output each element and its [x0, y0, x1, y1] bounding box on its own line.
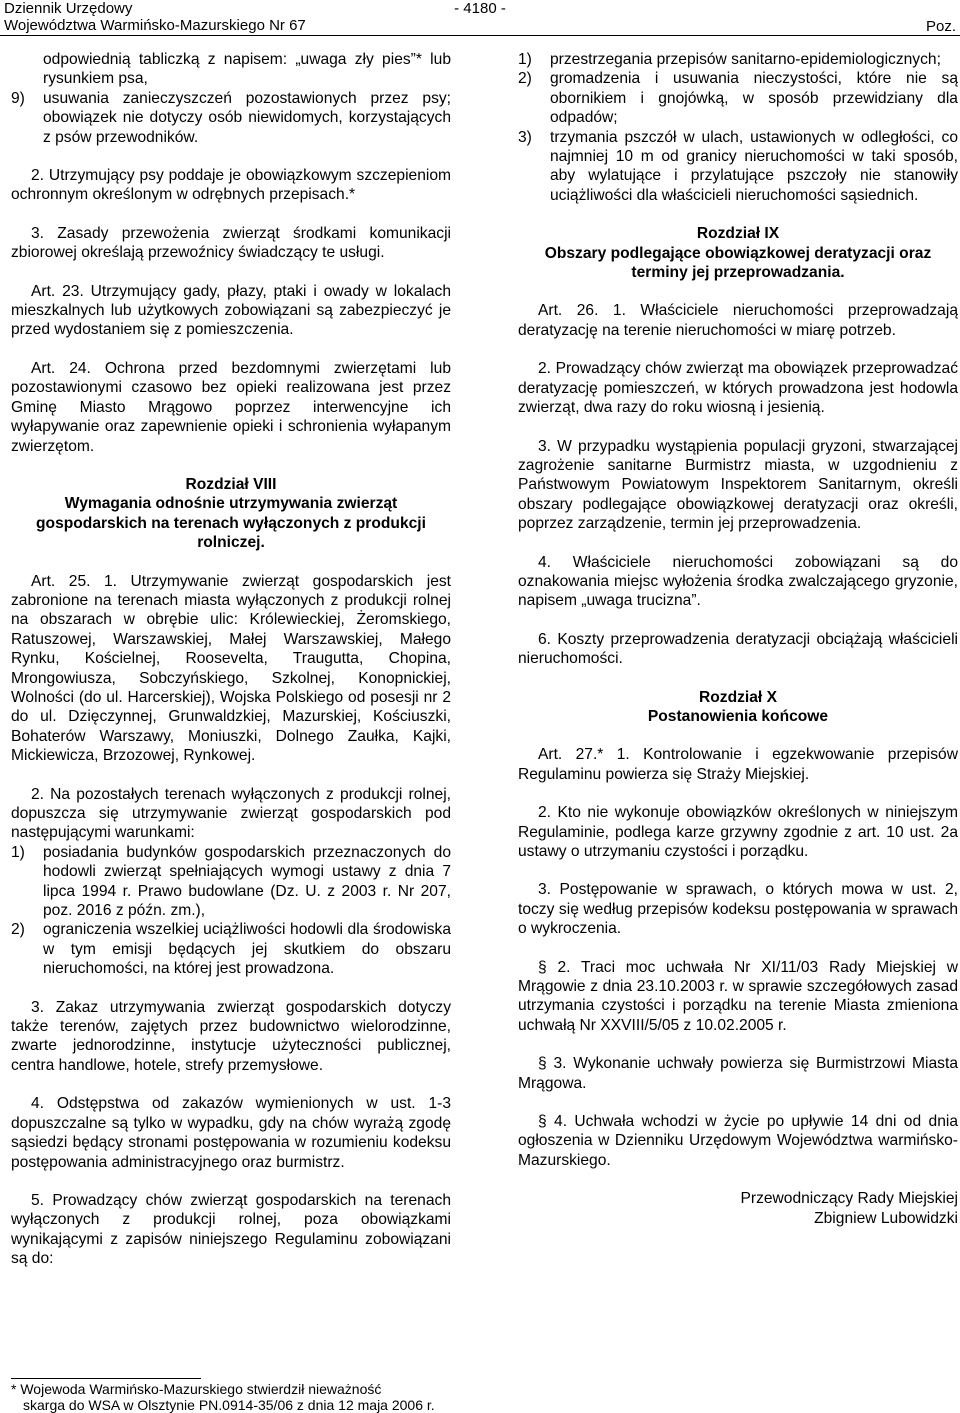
- signature-block: [518, 1189, 958, 1228]
- article-27-3: 3. Postępowanie w sprawach, o których mowa w ust. 2, toczy się według przepisów kodeksu postępowania w sprawach o wykroczenia.: [518, 881, 958, 938]
- list-number: 1): [518, 51, 532, 68]
- journal-name: Dziennik Urzędowy: [4, 0, 133, 17]
- chapter-heading: [518, 688, 958, 727]
- list-number: 2): [518, 70, 532, 88]
- chapter-title: Rozdział X: [699, 688, 777, 706]
- article-25-5: 5. Prowadzący chów zwierząt gospodarskich na terenach wyłączonych z produkcji rolnej, poza obowiązkami wynikającymi z zapisów niniejszego Regulaminu zobowiązani są do:: [11, 1191, 451, 1268]
- footnote-line: skarga do WSA w Olsztynie PN.0914-35/06 z dnia 12 maja 2006 r.: [23, 1397, 435, 1413]
- article-25-1: Art. 25. 1. Utrzymywanie zwierząt gospodarskich jest zabronione na terenach miasta wyłączonych z produkcji rolnej na obszarach w obrębie ulic: Królewieckiej, Żeromskiego, Ratuszowej, Warszawskiej, Małej Warszawskiej, Małego Rynku, Kościelnej, Roosevelta, Traugutta, Chopina, Mrongowiusza, Sobczyńskiego, Szkolnej, Konopnickiej, Wolności (do ul. Harcerskiej), Wojska Polskiego od posesji nr 2 do ul. Dzięczynnej, Grunwaldzkiej, Mazurskiej, Kościuszki, Bohaterów Warszawy, Moniuszki, Dolnego Zaułka, Kajki, Mickiewicza, Brzozowej, Rynkowej.: [11, 572, 451, 765]
- conditions-list: [11, 843, 451, 979]
- chapter-subtitle: Postanowienia końcowe: [647, 707, 829, 725]
- signature-name: Zbigniew Lubowidzki: [814, 1209, 958, 1227]
- list-number: 3): [518, 128, 532, 146]
- obligations-list: [518, 50, 958, 205]
- article-27-2: 2. Kto nie wykonuje obowiązków określonych w niniejszym Regulaminie, podlega karze grzywny zgodnie z art. 10 ust. 2a ustawy o utrzymaniu czystości i porządku.: [518, 804, 958, 860]
- list-number: 9): [11, 89, 25, 107]
- section-2: § 2. Traci moc uchwała Nr XI/11/03 Rady Miejskiej w Mrągowie z dnia 23.10.2003 r. w sprawie szczegółowych zasad utrzymania czystości i porządku na terenie Miasta zmieniona uchwałą Nr XXVIII/5/05 z 10.02.2005 r.: [518, 958, 958, 1034]
- list-number: 2): [11, 921, 25, 939]
- journal-voivodeship: Województwa Warmińsko-Mazurskiego Nr 67: [4, 17, 306, 34]
- page-header: [0, 0, 960, 36]
- article-26-6: 6. Koszty przeprowadzenia deratyzacji obciążają właścicieli nieruchomości.: [518, 630, 958, 668]
- chapter-subtitle: Obszary podlegające obowiązkowej deratyzacji oraz terminy jej przeprowadzania.: [544, 244, 932, 282]
- list-text: przestrzegania przepisów sanitarno-epidemiologicznych;: [550, 51, 941, 68]
- list-item: [518, 128, 958, 206]
- article-25-4: 4. Odstępstwa od zakazów wymienionych w ust. 1-3 dopuszczalne są tylko w wypadku, gdy na chów wyrażą zgodę sąsiedzi będący stronami postępowania w rozumieniu kodeksu postępowania administracyjnego oraz burmistrz.: [11, 1095, 451, 1171]
- article-26-3: 3. W przypadku wystąpienia populacji gryzoni, stwarzającej zagrożenie sanitarne Burmistrz miasta, w uzgodnieniu z Państwowym Powiatowym Inspektorem Sanitarnym, określi obszary podlegające obowiązkowej deratyzacji oraz określi, poprzez zarządzenie, termin jej przeprowadzenia.: [518, 437, 958, 533]
- chapter-title: Rozdział VIII: [185, 475, 277, 493]
- page-number: - 4180 -: [454, 0, 506, 17]
- list-item: [11, 89, 451, 147]
- paragraph: 3. Zasady przewożenia zwierząt środkami komunikacji zbiorowej określają przewoźnicy świadczący te usługi.: [11, 224, 451, 262]
- list-text: usuwania zanieczyszczeń pozostawionych przez psy; obowiązek nie dotyczy osób niewidomych, korzystających z psów przewodników.: [43, 89, 451, 146]
- list-text: posiadania budynków gospodarskich przeznaczonych do hodowli zwierząt spełniających wymogi ustawy z dnia 7 lipca 1994 r. Prawo budowlane (Dz. U. z 2003 r. Nr 207, poz. 2016 z późn. zm.),: [43, 843, 451, 920]
- chapter-heading: [11, 475, 451, 553]
- article-25-3: 3. Zakaz utrzymywania zwierząt gospodarskich dotyczy także terenów, zajętych przez budownictwo wielorodzinne, zwarte jednorodzinne, instytucje użyteczności publicznej, centra handlowe, hotele, strefy przemysłowe.: [11, 998, 451, 1074]
- article-26-4: 4. Właściciele nieruchomości zobowiązani są do oznakowania miejsc wyłożenia środka zwalczającego gryzonie, napisem „uwaga trucizna”.: [518, 553, 958, 610]
- chapter-title: Rozdział IX: [696, 225, 780, 243]
- paragraph: 2. Utrzymujący psy poddaje je obowiązkowym szczepieniom ochronnym określonym w odrębnych przepisach.*: [11, 167, 451, 204]
- list-text: ograniczenia wszelkiej uciążliwości hodowli dla środowiska w tym emisji będących jej skutkiem do obszaru nieruchomości, na której jest prowadzona.: [43, 921, 451, 978]
- footnote-line: * Wojewoda Warmińsko-Mazurskiego stwierdził nieważność: [11, 1381, 382, 1397]
- footnote: [11, 1381, 531, 1413]
- header-rule: [0, 35, 960, 36]
- list-text: trzymania pszczół w ulach, ustawionych w odległości, co najmniej 10 m od granicy nieruchomości w taki sposób, aby wylatujące i przylatujące pszczoły nie stanowiły uciążliwości dla właścicieli nieruchomości sąsiednich.: [550, 128, 958, 204]
- paragraph: odpowiednią tabliczką z napisem: „uwaga zły pies”* lub rysunkiem psa,: [43, 51, 451, 88]
- chapter-subtitle: Wymagania odnośnie utrzymywania zwierząt gospodarskich na terenach wyłączonych z produkcji rolniczej.: [36, 495, 426, 552]
- chapter-heading: [518, 224, 958, 282]
- article-24: Art. 24. Ochrona przed bezdomnymi zwierzętami lub pozostawionymi czasowo bez opieki realizowana jest przez Gminę Miasto Mrągowo poprzez interwencyjne ich wyłapywanie oraz zapewnienie opieki i schronienia wyłapanym zwierzętom.: [11, 359, 451, 455]
- list-number: 1): [11, 843, 25, 861]
- signature-role: Przewodniczący Rady Miejskiej: [740, 1190, 958, 1208]
- list-text: gromadzenia i usuwania nieczystości, które nie są obornikiem i gnojówką, w sposób przewidziany dla odpadów;: [550, 70, 958, 127]
- list-item: [11, 920, 451, 978]
- left-column: [11, 50, 451, 1288]
- article-23: Art. 23. Utrzymujący gady, płazy, ptaki i owady w lokalach mieszkalnych lub użytkowych zobowiązani są zabezpieczyć je przed wydostaniem się z pomieszczenia.: [11, 282, 451, 339]
- section-3: § 3. Wykonanie uchwały powierza się Burmistrzowi Miasta Mrągowa.: [518, 1055, 958, 1092]
- footnote-rule: [11, 1378, 201, 1379]
- article-26-1: Art. 26. 1. Właściciele nieruchomości przeprowadzają deratyzację na terenie nieruchomości w miarę potrzeb.: [518, 302, 958, 339]
- section-4: § 4. Uchwała wchodzi w życie po upływie 14 dni od dnia ogłoszenia w Dzienniku Urzędowym Województwa warmińsko-Mazurskiego.: [518, 1113, 958, 1169]
- position-label: Poz.: [925, 18, 956, 35]
- list-item: [518, 50, 958, 69]
- article-27-1: Art. 27.* 1. Kontrolowanie i egzekwowanie przepisów Regulaminu powierza się Straży Miejskiej.: [518, 746, 958, 783]
- article-25-2: 2. Na pozostałych terenach wyłączonych z produkcji rolnej, dopuszcza się utrzymywanie zwierząt gospodarskich pod następującymi warunkami:: [11, 785, 451, 842]
- article-26-2: 2. Prowadzący chów zwierząt ma obowiązek przeprowadzać deratyzację pomieszczeń, w których prowadzona jest hodowla zwierząt, dwa razy do roku wiosną i jesienią.: [518, 360, 958, 417]
- list-item: [518, 69, 958, 127]
- right-column: [518, 50, 958, 1228]
- list-item: [11, 843, 451, 921]
